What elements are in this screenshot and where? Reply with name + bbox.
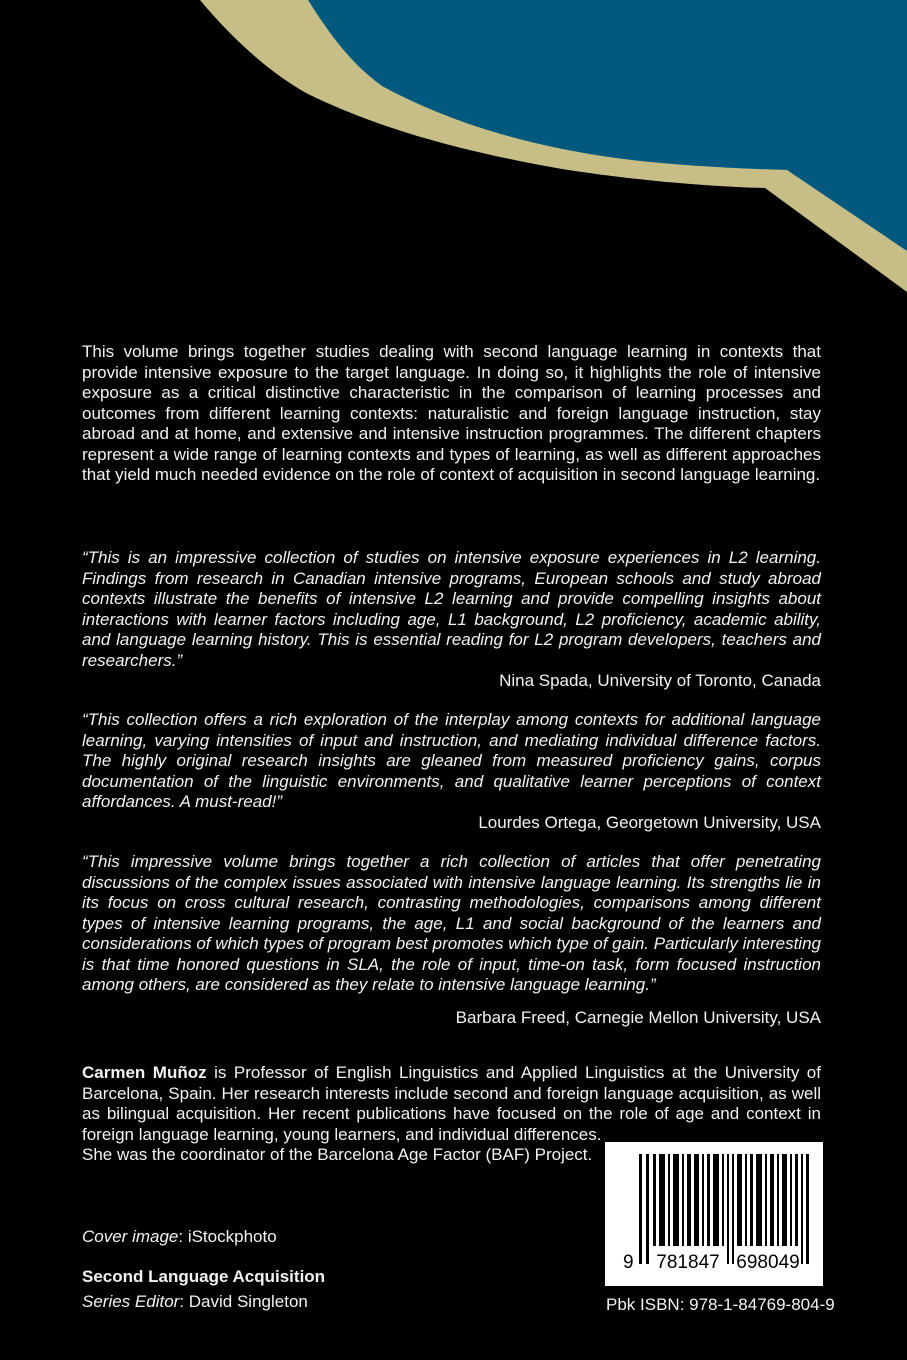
endorsement-2-quote: “This collection offers a rich exploration of the interplay among contexts for additional language learning, varying intensities of input and instruction, and mediating individual difference factors. The highly original research insights are gleaned from measured proficiency gains, corpus documentation of the linguistic environments, and qualitative learner perceptions of context affordances. A must-read!” [82, 710, 821, 811]
barcode-bars [605, 1142, 823, 1286]
barcode-digit-lead: 9 [623, 1252, 634, 1273]
series-editor-value: : David Singleton [179, 1292, 308, 1311]
blurb-paragraph: This volume brings together studies dealing with second language learning in contexts that provide intensive exposure to the target language. In doing so, it highlights the role of intensive exposure as a critical distinctive characteristic in the comparison of learning processes and outcomes from different learning contexts: naturalistic and foreign language instruction, stay abroad and at home, and extensive and intensive instruction programmes. The different chapters represent a wide range of learning contexts and types of learning, as well as different approaches that yield much needed evidence on the role of context of acquisition in second language learning. [82, 342, 821, 484]
endorsement-2 [82, 710, 821, 833]
author-name: Carmen Muñoz [82, 1063, 207, 1082]
cover-image-credit-value: : iStockphoto [178, 1227, 277, 1246]
cover-image-credit-label: Cover image [82, 1227, 179, 1246]
series-editor-label: Series Editor [82, 1292, 180, 1311]
endorsement-3-quote: “This impressive volume brings together a rich collection of articles that offer penetrating discussions of the complex issues associated with intensive language learning. Its strengths lie in its focus on cross cultural research, contrasting methodologies, comparisons among different types of intensive learning programs, the age, L1 and social background of the learners and considerations of which types of program best promotes which type of gain. Particularly interesting is that time honored questions in SLA, the role of input, time-on task, form focused instruction among others, are considered as they relate to intensive language learning.” [82, 852, 821, 994]
endorsement-3 [82, 852, 821, 1028]
endorsement-2-attribution: Lourdes Ortega, Georgetown University, USA [478, 812, 821, 832]
isbn-text: Pbk ISBN: 978-1-84769-804-9 [606, 1295, 835, 1314]
endorsement-1-attribution: Nina Spada, University of Toronto, Canada [499, 671, 821, 690]
series-title: Second Language Acquisition [82, 1267, 326, 1286]
barcode-digit-group2: 698049 [736, 1252, 800, 1273]
author-bio-text: is Professor of English Linguistics and Applied Linguistics at the University of Barcelona, Spain. Her research interests include second and foreign language acquisition, as well as bilingual acquisition. Her recent publications have focused on the role of age and context in foreign language learning, young learners, and individual differences. [82, 1063, 821, 1144]
endorsement-1-quote: “This is an impressive collection of studies on intensive exposure experiences in L2 learning. Findings from research in Canadian intensive programs, European schools and study abroad contexts illustrate the benefits of intensive L2 learning and provide compelling insights about interactions with learner factors including age, L1 background, L2 proficiency, academic ability, and language learning history. This is essential reading for L2 program developers, teachers and researchers.” [82, 548, 821, 670]
barcode [605, 1142, 823, 1286]
endorsement-3-attribution: Barbara Freed, Carnegie Mellon University, USA [455, 1007, 821, 1027]
speech-bubble-graphic [0, 0, 907, 350]
barcode-digit-group1: 781847 [656, 1252, 720, 1273]
author-bio-paragraph [82, 1063, 821, 1145]
endorsement-1 [82, 548, 821, 692]
author-bio-line2: She was the coordinator of the Barcelona Age Factor (BAF) Project. [82, 1145, 593, 1164]
